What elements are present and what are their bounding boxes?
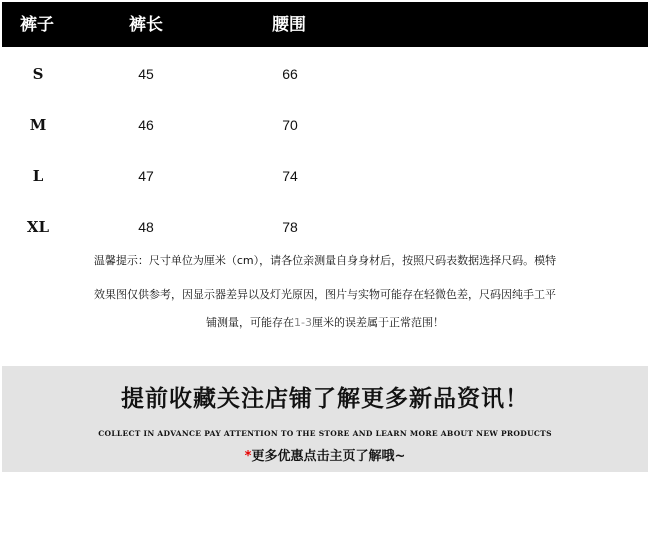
note-text: 厘米的误差属于正常范围！ (311, 316, 444, 329)
note-text: 铺测量，可能存在 (206, 316, 295, 329)
table-row (0, 64, 650, 84)
size-cell: S (32, 65, 44, 83)
waist-cell: 74 (282, 168, 298, 184)
banner-more-text: 更多优惠点击主页了解哦~ (251, 449, 406, 464)
note-range: 1-3 (294, 316, 312, 329)
size-table-header (2, 2, 648, 47)
table-row (0, 217, 650, 237)
header-length: 裤长 (129, 15, 163, 35)
size-note-line-1: 温馨提示：尺寸单位为厘米（cm），请各位亲测量自身身材后，按照尺码表数据选择尺码。模特 (93, 254, 557, 267)
follow-store-banner (2, 366, 648, 472)
banner-title: 提前收藏关注店铺了解更多新品资讯！ (121, 385, 529, 412)
banner-star: * (244, 449, 252, 464)
table-row (0, 166, 650, 186)
size-cell: L (32, 167, 44, 185)
length-cell: 48 (138, 219, 154, 235)
size-note-line-3 (0, 315, 650, 331)
size-cell: XL (26, 218, 50, 236)
header-size: 裤子 (20, 15, 54, 35)
banner-english-caption: COLLECT IN ADVANCE PAY ATTENTION TO THE STORE AND LEARN MORE ABOUT NEW PRODUCTS (98, 429, 552, 438)
size-cell: M (29, 116, 47, 134)
waist-cell: 78 (282, 219, 298, 235)
length-cell: 46 (138, 117, 154, 133)
waist-cell: 70 (282, 117, 298, 133)
header-waist: 腰围 (272, 15, 306, 35)
length-cell: 47 (138, 168, 154, 184)
length-cell: 45 (138, 66, 154, 82)
table-row (0, 115, 650, 135)
size-note-line-2: 效果图仅供参考，因显示器差异以及灯光原因，图片与实物可能存在轻微色差，尺码因纯手工平 (94, 288, 556, 301)
banner-more-deals (2, 448, 648, 466)
waist-cell: 66 (282, 66, 298, 82)
